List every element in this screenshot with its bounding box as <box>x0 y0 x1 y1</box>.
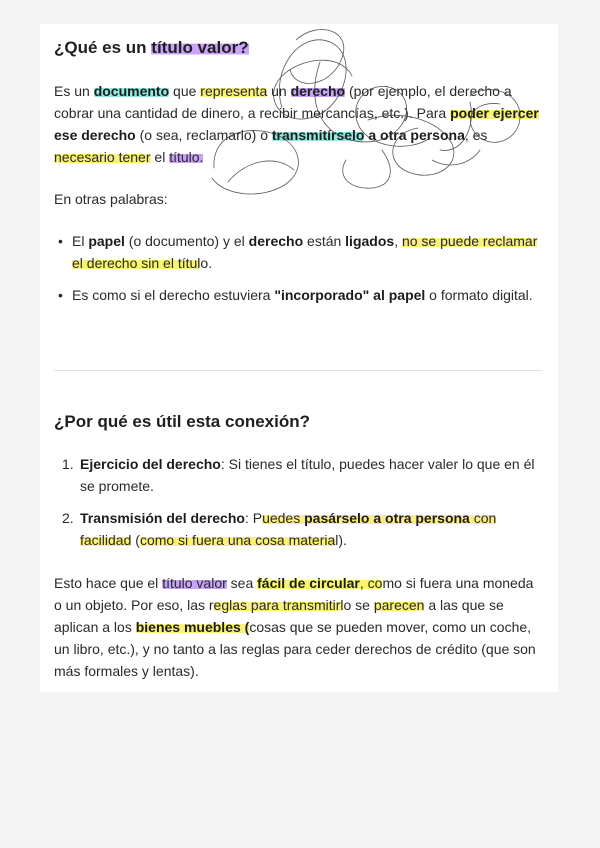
highlight-derecho: derecho <box>290 83 346 99</box>
highlight-facil-circular: fácil de circular <box>257 575 360 591</box>
highlight-puedes: uedes <box>262 510 305 526</box>
bullet-list <box>54 230 542 306</box>
text-run: cosas que se pueden mover, como un coche, un libro, etc.), y no tanto a las reglas para ceder derechos de crédito (que son más formales y lentas). <box>54 619 536 679</box>
text-run: (o sea, reclamarlo) o <box>135 127 272 143</box>
text-run: Es un <box>54 83 94 99</box>
text-run: , <box>394 233 402 249</box>
highlight-pasarselo: pasárselo a otra persona <box>304 510 470 526</box>
text-run: el <box>150 149 170 165</box>
bold-transmision: Transmisión del derecho <box>80 510 245 526</box>
text-run: El <box>72 233 89 249</box>
title-highlight: título valor? <box>151 38 249 57</box>
highlight-poder-ejercer: poder ejercer <box>450 105 539 121</box>
text-run: ( <box>131 532 140 548</box>
definition-paragraph <box>54 80 542 168</box>
text-run: o. <box>200 255 213 271</box>
highlight-titulo: título. <box>169 149 204 165</box>
text-run: l). <box>335 532 347 548</box>
list-item <box>54 230 542 274</box>
text-run: mo si fuera una moneda o un objeto. Por eso, las r <box>54 575 534 613</box>
bold-ligados: ligados <box>345 233 395 249</box>
title-text: ¿Qué es un <box>54 38 152 57</box>
highlight-co: , co <box>359 575 383 591</box>
bold-papel: papel <box>88 233 125 249</box>
text-run: y el <box>219 233 249 249</box>
section-title-titulo-valor <box>54 38 544 58</box>
text-run: o formato digital. <box>425 287 533 303</box>
highlight-necesario-tener: necesario tener <box>54 149 151 165</box>
bold-a-otra-persona: a otra persona <box>368 127 465 143</box>
text-run: que <box>169 83 201 99</box>
bold-incorporado: "incorporado" al papel <box>274 287 426 303</box>
text-run: : P <box>244 510 263 526</box>
highlight-bienes-muebles: bienes muebles ( <box>135 619 250 635</box>
highlight-no-se-puede: no se puede reclamar el derecho sin el títul <box>72 233 538 271</box>
text-run: , es <box>464 127 488 143</box>
highlight-transmitirselo: transmitírselo <box>271 127 365 143</box>
highlight-representa: representa <box>200 83 268 99</box>
list-number: 1. <box>62 456 74 472</box>
list-item <box>54 284 542 306</box>
highlight-cosa-material: como si fuera una cosa materia <box>139 532 336 548</box>
list-item <box>54 453 542 497</box>
highlight-titulo-valor: título valor <box>162 575 227 591</box>
text-run: Esto hace que el <box>54 575 163 591</box>
section-divider <box>54 370 542 371</box>
text-run: o se <box>343 597 374 613</box>
highlight-con-facilidad: con facilidad <box>80 510 497 548</box>
conclusion-paragraph <box>54 572 542 682</box>
highlight-reglas-transmitir: eglas para transmitirl <box>213 597 344 613</box>
list-item <box>54 507 542 551</box>
text-run: están <box>303 233 346 249</box>
intro-paragraph: En otras palabras: <box>54 191 168 207</box>
bold-ese-derecho: ese derecho <box>54 127 136 143</box>
list-number: 2. <box>62 510 74 526</box>
text-run: sea <box>226 575 258 591</box>
text-run: Es como si el derecho estuviera <box>72 287 275 303</box>
highlight-parecen: parecen <box>373 597 425 613</box>
section-title-por-que: ¿Por qué es útil esta conexión? <box>54 412 310 431</box>
content-card <box>40 24 558 692</box>
numbered-list <box>54 453 542 551</box>
text-run: a las que se aplican a los <box>54 597 504 635</box>
text-run: : Si tienes el título, puedes hacer valer lo que en él se promete. <box>80 456 535 494</box>
bold-ejercicio: Ejercicio del derecho <box>80 456 221 472</box>
text-run: (por ejemplo, el derecho a cobrar una cantidad de dinero, a recibir mercancías, etc.). Para <box>54 83 512 121</box>
text-run: (o documento) <box>124 233 220 249</box>
text-run: un <box>267 83 291 99</box>
highlight-documento: documento <box>93 83 170 99</box>
bold-derecho: derecho <box>248 233 304 249</box>
